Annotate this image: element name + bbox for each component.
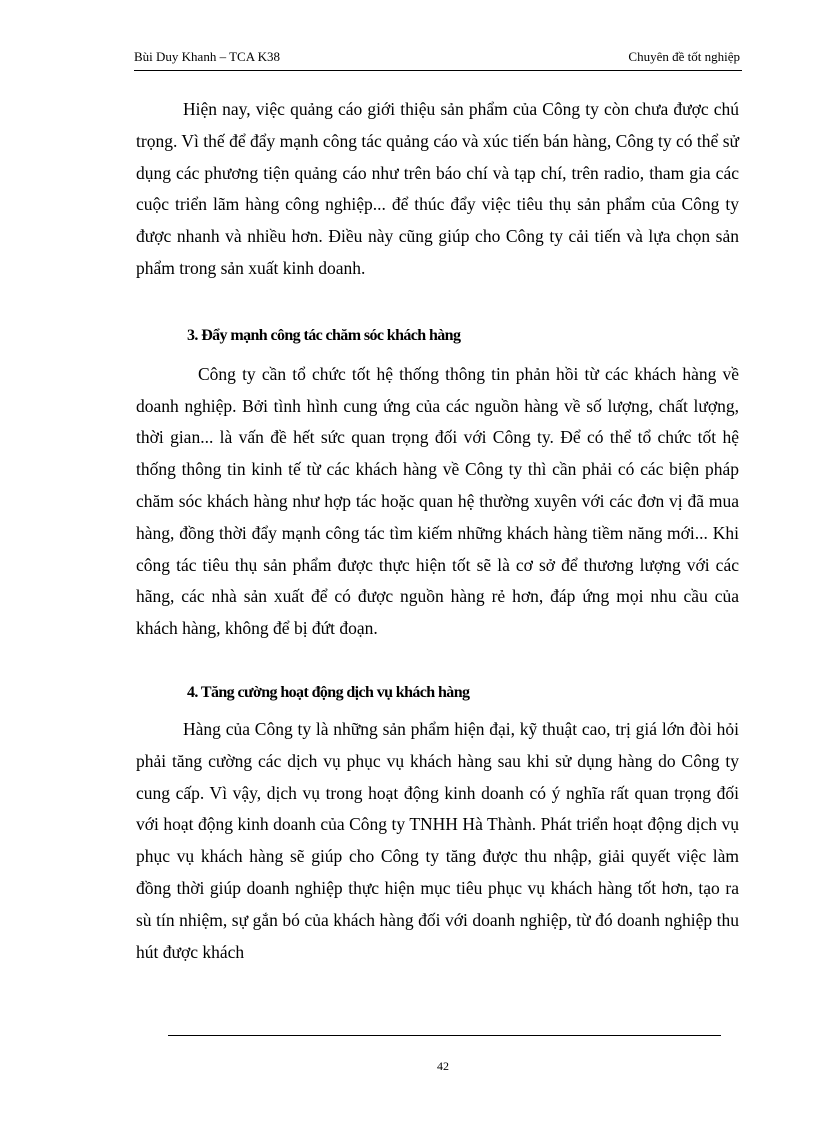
header-author: Bùi Duy Khanh – TCA K38 [134, 49, 281, 64]
paragraph-advertising: Hiện nay, việc quảng cáo giới thiệu sản phẩm của Công ty còn chưa được chú trọng. Vì thế để đẩy mạnh công tác quảng cáo và xúc tiến bán hàng, Công ty có thể sử dụng các phương tiện quảng cáo như trên báo chí và tạp chí, trên radio, tham gia các cuộc triển lãm hàng công nghiệp... để thúc đẩy việc tiêu thụ sản phẩm của Công ty được nhanh và nhiều hơn. Điều này cũng giúp cho Công ty cải tiến và lựa chọn sản phẩm trong sản xuất kinh doanh. [136, 99, 739, 278]
paragraph-customer-care: Công ty cần tổ chức tốt hệ thống thông tin phản hồi từ các khách hàng về doanh nghiệp. Bởi tình hình cung ứng của các nguồn hàng về số lượng, chất lượng, thời gian... là vấn đề hết sức quan trọng đối với Công ty. Để có thể tổ chức tốt hệ thống thông tin kinh tế từ các khách hàng về Công ty thì cần phải có các biện pháp chăm sóc khách hàng như hợp tác hoặc quan hệ thường xuyên với các đơn vị đã mua hàng, đồng thời đẩy mạnh công tác tìm kiếm những khách hàng tiềm năng mới... Khi công tác tiêu thụ sản phẩm được thực hiện tốt sẽ là cơ sở để thương lượng với các hãng, các nhà sản xuất để có được nguồn hàng rẻ hơn, đáp ứng mọi nhu cầu của khách hàng, không để bị đứt đoạn. [136, 363, 739, 639]
page-body [136, 94, 739, 968]
paragraph-customer-service: Hàng của Công ty là những sản phẩm hiện đại, kỹ thuật cao, trị giá lớn đòi hỏi phải tăng cường các dịch vụ phục vụ khách hàng sau khi sử dụng hàng do Công ty cung cấp. Vì vậy, dịch vụ trong hoạt động kinh doanh có ý nghĩa rất quan trọng đối với hoạt động kinh doanh của Công ty TNHH Hà Thành. Phát triển hoạt động dịch vụ phục vụ khách hàng sẽ giúp cho Công ty tăng được thu nhập, giải quyết việc làm đồng thời giúp doanh nghiệp thực hiện mục tiêu phục vụ khách hàng tốt hơn, tạo ra sù tín nhiệm, sự gắn bó của khách hàng đối với doanh nghiệp, từ đó doanh nghiệp thu hút được khách [136, 718, 739, 962]
page-header [134, 44, 742, 71]
footer-divider [168, 1035, 721, 1036]
section-heading-customer-care: 3. Đẩy mạnh công tác chăm sóc khách hàng [187, 326, 461, 344]
page-number: 42 [437, 1059, 449, 1073]
section-heading-customer-service: 4. Tăng cường hoạt động dịch vụ khách hàng [187, 683, 470, 701]
header-document-title: Chuyên đề tốt nghiệp [628, 49, 740, 64]
